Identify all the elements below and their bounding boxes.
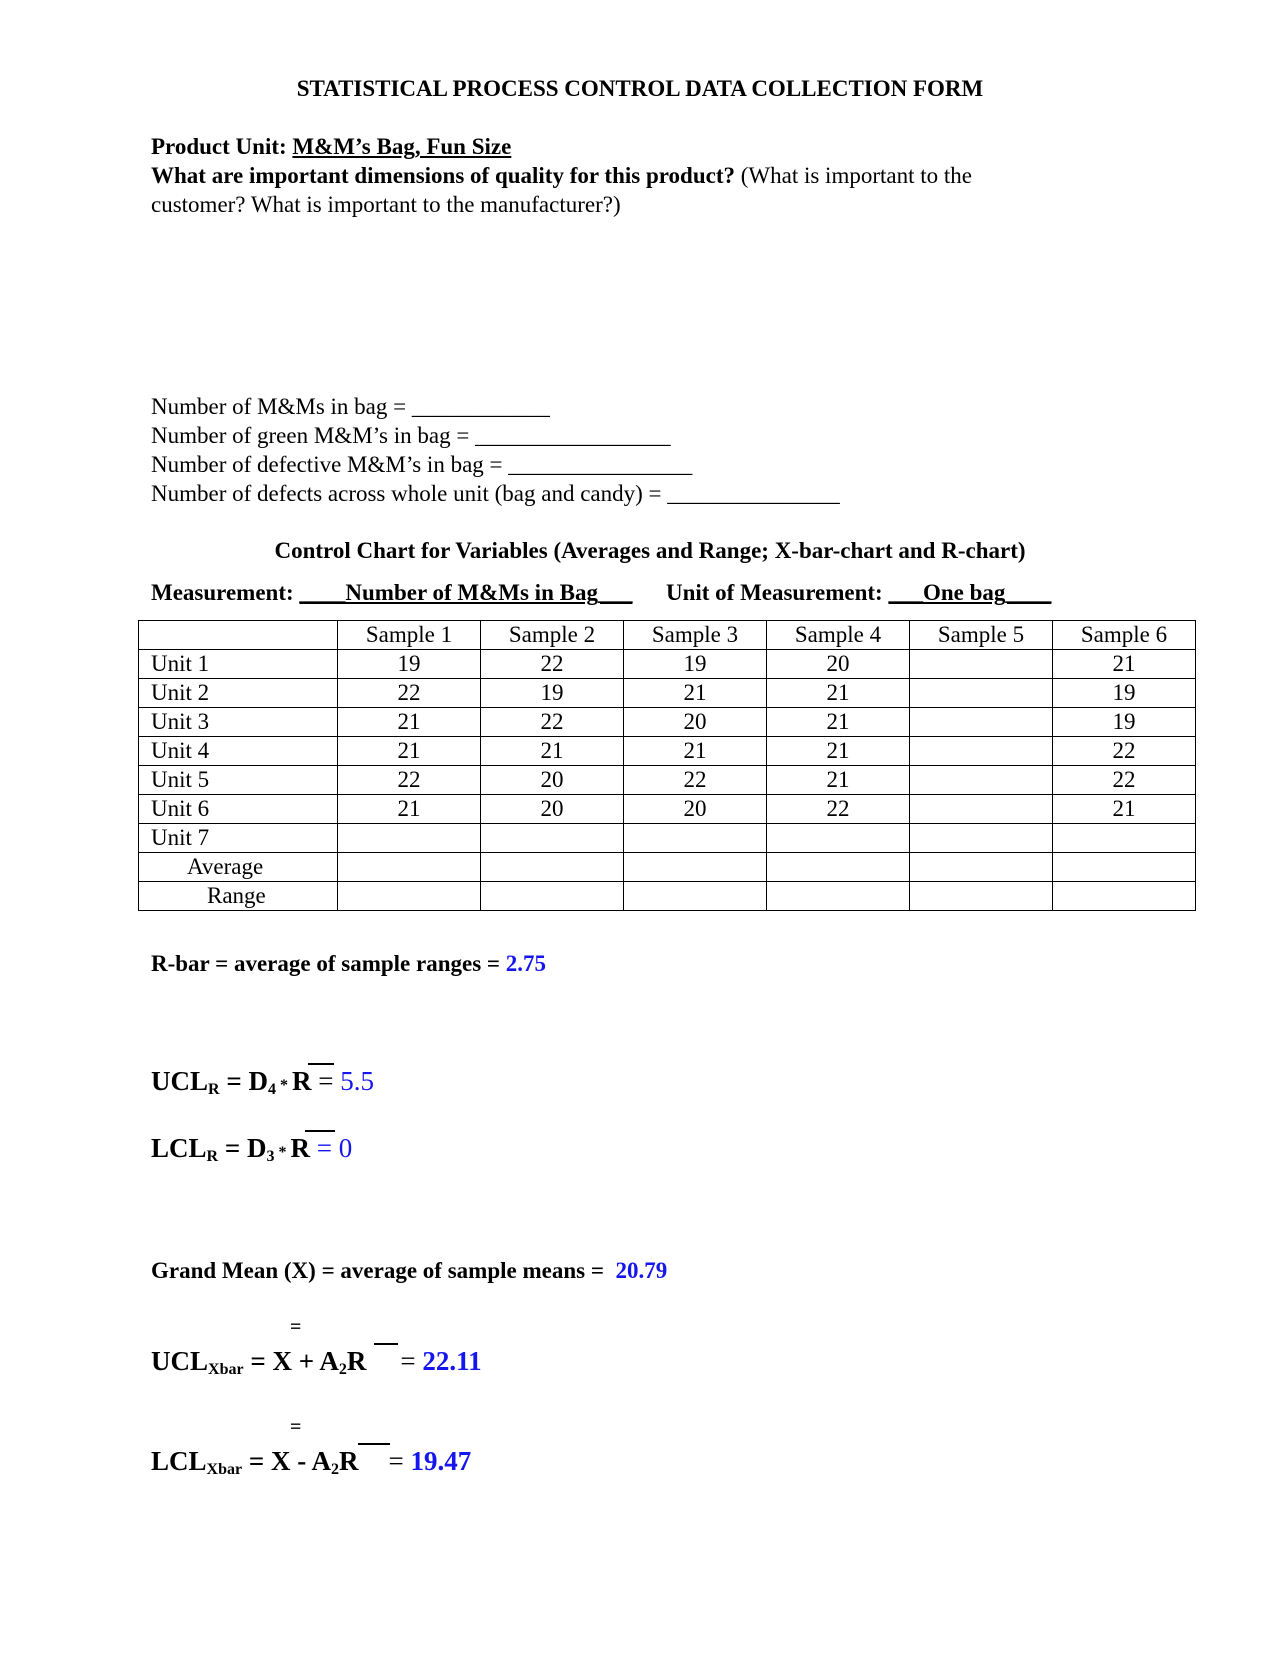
table-cell[interactable] xyxy=(910,853,1053,882)
count-mms-blank[interactable]: ____________ xyxy=(411,394,550,419)
lcl-xbar-asub: 2 xyxy=(330,1461,339,1478)
table-cell[interactable] xyxy=(910,824,1053,853)
lcl-r-value: 0 xyxy=(338,1133,353,1163)
row-label: Unit 5 xyxy=(139,766,338,795)
table-cell[interactable]: 19 xyxy=(338,650,481,679)
row-label: Average xyxy=(139,853,338,882)
quality-question-line1 xyxy=(151,163,972,189)
ucl-r-dsub: 4 xyxy=(267,1081,276,1098)
lcl-r-formula xyxy=(151,1133,352,1166)
ucl-xbar-value: 22.11 xyxy=(422,1346,482,1376)
count-defects-line xyxy=(151,481,840,507)
lcl-xbar-formula xyxy=(151,1446,471,1479)
r-overbar xyxy=(374,1343,398,1345)
table-cell[interactable]: 22 xyxy=(767,795,910,824)
count-green-label: Number of green M&M’s in bag = xyxy=(151,423,476,448)
table-cell[interactable] xyxy=(624,824,767,853)
table-cell[interactable]: 21 xyxy=(767,737,910,766)
lcl-xbar-mid: = X - A xyxy=(242,1446,331,1476)
table-cell[interactable]: 21 xyxy=(624,737,767,766)
table-cell[interactable] xyxy=(1053,882,1196,911)
product-unit-line xyxy=(151,134,511,160)
table-cell[interactable] xyxy=(910,795,1053,824)
count-green-blank[interactable]: _________________ xyxy=(475,423,671,448)
count-defective-label: Number of defective M&M’s in bag = xyxy=(151,452,509,477)
lcl-r-sub: R xyxy=(206,1148,219,1165)
table-cell[interactable]: 19 xyxy=(624,650,767,679)
r-overbar xyxy=(358,1443,390,1445)
table-cell[interactable]: 21 xyxy=(1053,650,1196,679)
product-unit-label: Product Unit: xyxy=(151,134,287,159)
table-cell[interactable] xyxy=(624,853,767,882)
table-header-cell: Sample 6 xyxy=(1053,621,1196,650)
table-cell[interactable]: 22 xyxy=(338,679,481,708)
table-cell[interactable]: 21 xyxy=(481,737,624,766)
grand-mean-line xyxy=(151,1258,667,1284)
table-row xyxy=(139,766,1196,795)
table-cell[interactable] xyxy=(767,853,910,882)
table-cell[interactable]: 22 xyxy=(481,650,624,679)
ucl-xbar-sub: Xbar xyxy=(208,1361,244,1378)
table-cell[interactable] xyxy=(1053,824,1196,853)
lcl-r-dsub: 3 xyxy=(266,1148,275,1165)
count-defects-blank[interactable]: _______________ xyxy=(667,481,840,506)
unit-of-measurement-value: ___One bag____ xyxy=(888,580,1052,605)
table-cell[interactable]: 22 xyxy=(481,708,624,737)
table-cell[interactable] xyxy=(338,853,481,882)
row-label: Unit 2 xyxy=(139,679,338,708)
table-cell[interactable]: 21 xyxy=(338,708,481,737)
table-header-cell xyxy=(139,621,338,650)
table-cell[interactable] xyxy=(481,882,624,911)
lcl-r-mid: = D xyxy=(218,1133,267,1163)
row-label: Unit 3 xyxy=(139,708,338,737)
table-cell[interactable] xyxy=(910,708,1053,737)
table-cell[interactable]: 21 xyxy=(1053,795,1196,824)
table-cell[interactable]: 21 xyxy=(624,679,767,708)
ucl-r-value: 5.5 xyxy=(340,1066,374,1096)
table-cell[interactable] xyxy=(338,824,481,853)
row-label: Unit 7 xyxy=(139,824,338,853)
count-mms-label: Number of M&Ms in bag = xyxy=(151,394,412,419)
ucl-r-mid: = D xyxy=(219,1066,268,1096)
row-label: Unit 1 xyxy=(139,650,338,679)
table-cell[interactable]: 20 xyxy=(624,708,767,737)
count-defects-label: Number of defects across whole unit (bag and candy) = xyxy=(151,481,668,506)
table-cell[interactable]: 20 xyxy=(624,795,767,824)
ucl-xbar-lhs: UCL xyxy=(151,1346,209,1376)
lcl-r-op: * xyxy=(274,1144,291,1161)
table-row-average xyxy=(139,853,1196,882)
lcl-xbar-lhs: LCL xyxy=(151,1446,207,1476)
table-cell[interactable]: 19 xyxy=(1053,679,1196,708)
product-unit-value: M&M’s Bag, Fun Size xyxy=(292,134,512,159)
ucl-r-formula xyxy=(151,1066,374,1099)
ucl-xbar-formula xyxy=(151,1346,482,1379)
ucl-r-lhs: UCL xyxy=(151,1066,209,1096)
count-defective-line xyxy=(151,452,692,478)
table-cell[interactable]: 21 xyxy=(767,766,910,795)
ucl-xbar-r: R xyxy=(346,1346,367,1376)
table-cell[interactable] xyxy=(910,737,1053,766)
table-row xyxy=(139,824,1196,853)
lcl-xbar-r: R xyxy=(338,1446,359,1476)
table-row-range xyxy=(139,882,1196,911)
table-cell[interactable]: 22 xyxy=(1053,766,1196,795)
table-cell[interactable] xyxy=(481,853,624,882)
table-header-cell: Sample 5 xyxy=(910,621,1053,650)
table-cell[interactable]: 21 xyxy=(338,795,481,824)
rbar-line xyxy=(151,951,546,977)
row-label: Range xyxy=(139,882,338,911)
lcl-xbar-value: 19.47 xyxy=(410,1446,472,1476)
count-green-line xyxy=(151,423,671,449)
quality-question-rest: (What is important to the xyxy=(740,163,972,188)
r-overbar xyxy=(305,1130,335,1132)
ucl-xbar-asub: 2 xyxy=(338,1361,347,1378)
quality-question-line2: customer? What is important to the manufacturer?) xyxy=(151,192,621,217)
row-label: Unit 4 xyxy=(139,737,338,766)
table-cell[interactable]: 19 xyxy=(481,679,624,708)
table-cell[interactable]: 19 xyxy=(1053,708,1196,737)
table-cell[interactable] xyxy=(910,650,1053,679)
table-cell[interactable]: 22 xyxy=(624,766,767,795)
table-header-cell: Sample 4 xyxy=(767,621,910,650)
ucl-r-op: * xyxy=(275,1077,292,1094)
table-row xyxy=(139,795,1196,824)
table-cell[interactable] xyxy=(624,882,767,911)
table-row xyxy=(139,708,1196,737)
lcl-r-lhs: LCL xyxy=(151,1133,207,1163)
table-cell[interactable]: 22 xyxy=(338,766,481,795)
table-header-row xyxy=(139,621,1196,650)
form-title: STATISTICAL PROCESS CONTROL DATA COLLECTION FORM xyxy=(296,76,984,101)
ucl-r-eq: = xyxy=(311,1066,341,1096)
quality-question-bold: What are important dimensions of quality for this product? xyxy=(151,163,735,188)
lcl-xbar-sub: Xbar xyxy=(206,1461,243,1478)
count-defective-blank[interactable]: ________________ xyxy=(508,452,693,477)
table-cell[interactable] xyxy=(1053,853,1196,882)
table-cell[interactable]: 21 xyxy=(767,708,910,737)
table-cell[interactable]: 22 xyxy=(1053,737,1196,766)
rbar-label: R-bar = average of sample ranges = xyxy=(151,951,506,976)
table-cell[interactable] xyxy=(910,679,1053,708)
table-cell[interactable]: 20 xyxy=(481,766,624,795)
measurement-line xyxy=(151,580,1051,606)
measurement-value: ____Number of M&Ms in Bag___ xyxy=(299,580,633,605)
table-cell[interactable] xyxy=(910,882,1053,911)
table-cell[interactable] xyxy=(767,824,910,853)
lcl-xbar-eq: = xyxy=(388,1446,411,1476)
table-cell[interactable]: 20 xyxy=(767,650,910,679)
table-cell[interactable]: 20 xyxy=(481,795,624,824)
unit-of-measurement-label: Unit of Measurement: xyxy=(665,580,883,605)
measurement-label: Measurement: xyxy=(151,580,294,605)
grand-mean-label: Grand Mean (X) = average of sample means = xyxy=(151,1258,610,1283)
lcl-r-eq: = xyxy=(309,1133,339,1163)
ucl-xbar-mid: = X + A xyxy=(243,1346,339,1376)
table-cell[interactable] xyxy=(910,766,1053,795)
ucl-r-sub: R xyxy=(208,1081,220,1098)
grand-mean-value: 20.79 xyxy=(615,1258,668,1283)
table-cell[interactable] xyxy=(481,824,624,853)
row-label: Unit 6 xyxy=(139,795,338,824)
table-row xyxy=(139,679,1196,708)
table-cell[interactable]: 21 xyxy=(767,679,910,708)
r-overbar xyxy=(308,1063,334,1065)
chart-title: Control Chart for Variables (Averages and Range; X-bar-chart and R-chart) xyxy=(274,538,1026,563)
table-cell[interactable] xyxy=(767,882,910,911)
data-table xyxy=(138,620,1196,911)
table-cell[interactable] xyxy=(338,882,481,911)
x-double-bar: = xyxy=(290,1416,302,1438)
table-row xyxy=(139,650,1196,679)
rbar-value: 2.75 xyxy=(505,951,547,976)
ucl-r-r: R xyxy=(291,1066,312,1096)
table-header-cell: Sample 2 xyxy=(481,621,624,650)
x-double-bar: = xyxy=(290,1316,302,1338)
table-cell[interactable]: 21 xyxy=(338,737,481,766)
count-mms-line xyxy=(151,394,550,420)
ucl-xbar-eq: = xyxy=(400,1346,423,1376)
lcl-r-r: R xyxy=(290,1133,310,1163)
table-row xyxy=(139,737,1196,766)
table-header-cell: Sample 3 xyxy=(624,621,767,650)
table-header-cell: Sample 1 xyxy=(338,621,481,650)
